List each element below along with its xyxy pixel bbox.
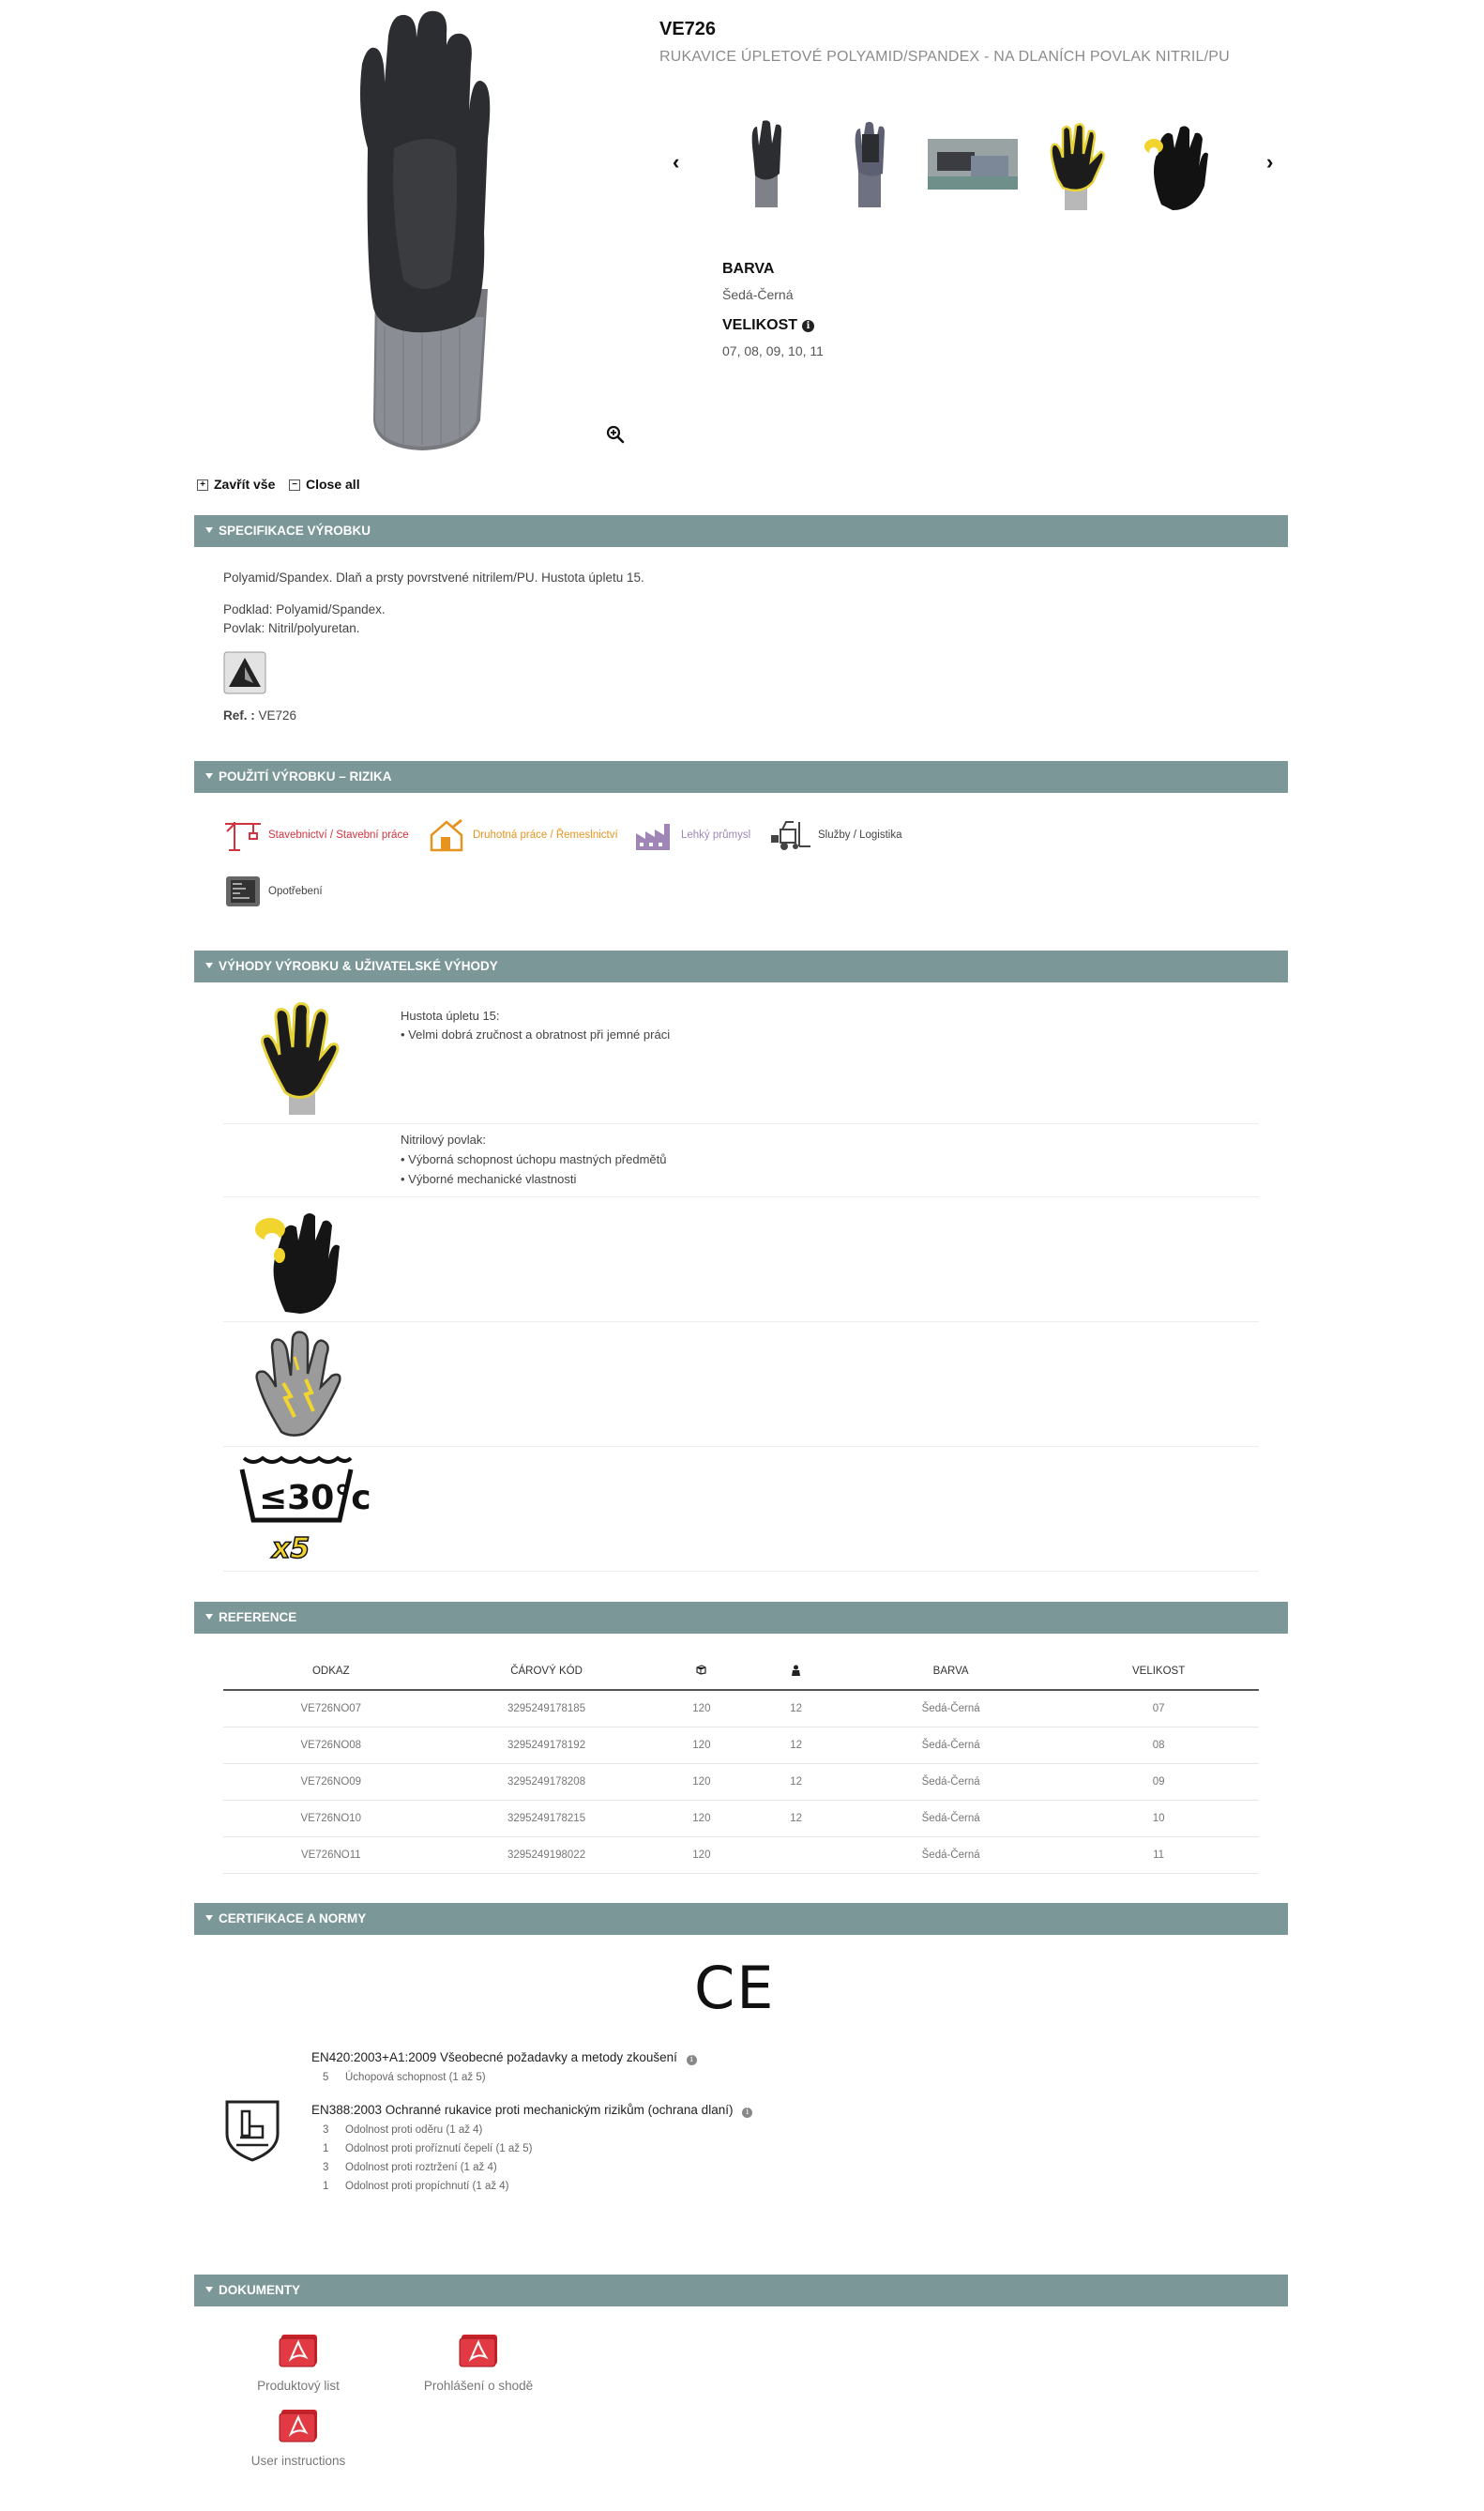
thumbnail-3[interactable]: [928, 139, 1018, 190]
info-icon[interactable]: i: [742, 2108, 752, 2118]
document-user-instructions[interactable]: User instructions: [242, 2408, 355, 2468]
en388-criterion: 1 Odolnost proti propíchnutí (1 až 4): [323, 2181, 509, 2192]
col-header-box: [654, 1653, 749, 1690]
col-header-person: [749, 1653, 843, 1690]
size-label: VELIKOST: [722, 317, 798, 333]
benefit-1-title: Hustota úpletu 15:: [401, 1009, 500, 1023]
benefit-2-title: Nitrilový povlak:: [401, 1133, 487, 1147]
thumbnail-2[interactable]: [849, 117, 890, 211]
divider: [223, 1123, 1259, 1124]
usage-item-light-industry: Lehký průmysl: [634, 818, 750, 852]
en388-criterion: 3 Odolnost proti roztržení (1 až 4): [323, 2162, 497, 2173]
color-label: BARVA: [722, 261, 775, 277]
caret-down-icon: [205, 773, 213, 779]
collapse-all-toggle[interactable]: − Close all: [289, 477, 360, 492]
size-value: 07, 08, 09, 10, 11: [722, 343, 824, 358]
section-header-benefits[interactable]: VÝHODY VÝROBKU & UŽIVATELSKÉ VÝHODY: [194, 951, 1288, 982]
info-icon[interactable]: i: [687, 2055, 697, 2065]
divider: [223, 1321, 1259, 1322]
main-product-image[interactable]: [319, 8, 507, 458]
caret-down-icon: [205, 527, 213, 533]
en420-title: EN420:2003+A1:2009 Všeobecné požadavky a metody zkoušení i: [311, 2050, 697, 2065]
benefit-2-item-1: • Výborná schopnost úchopu mastných předmětů: [401, 1152, 667, 1166]
section-header-certs[interactable]: CERTIFIKACE A NORMY: [194, 1903, 1288, 1935]
spec-reference: Ref. : VE726: [223, 708, 297, 723]
chevron-left-icon[interactable]: ‹: [673, 150, 680, 174]
table-row[interactable]: VE726NO07 3295249178185 120 12 Šedá-Černá 07: [223, 1690, 1259, 1727]
delta-plus-logo-icon: [223, 651, 266, 694]
benefit-1-item: • Velmi dobrá zručnost a obratnost při jemné práci: [401, 1027, 671, 1042]
benefit-2-item-2: • Výborné mechanické vlastnosti: [401, 1172, 577, 1186]
minus-box-icon: −: [289, 479, 300, 491]
section-header-reference[interactable]: REFERENCE: [194, 1602, 1288, 1634]
color-value: Šedá-Černá: [722, 287, 794, 302]
table-row[interactable]: VE726NO09 3295249178208 120 12 Šedá-Černá 09: [223, 1764, 1259, 1801]
person-icon: [791, 1665, 801, 1676]
usage-item-crafts: Druhotná práce / Řemeslnictví: [428, 818, 618, 852]
table-header-row: [223, 1653, 1259, 1690]
box-icon: [696, 1665, 706, 1675]
product-code: VE726: [659, 19, 717, 39]
divider: [223, 1196, 1259, 1197]
en420-criterion: 5 Úchopová schopnost (1 až 5): [323, 2072, 486, 2083]
oily-grip-glove-icon: [251, 1203, 349, 1316]
pdf-icon: [458, 2333, 499, 2368]
expand-all-toggle[interactable]: + Zavřít vše: [197, 477, 275, 492]
en388-pictogram-icon: [223, 2098, 281, 2164]
section-header-spec[interactable]: SPECIFIKACE VÝROBKU: [194, 515, 1288, 547]
section-header-documents[interactable]: DOKUMENTY: [194, 2275, 1288, 2306]
caret-down-icon: [205, 1915, 213, 1921]
chevron-right-icon[interactable]: ›: [1266, 150, 1274, 174]
svg-text:x5: x5: [272, 1532, 310, 1565]
thumbnail-4[interactable]: [1044, 120, 1110, 214]
abrasion-icon: [223, 875, 263, 908]
document-declaration[interactable]: Prohlášení o shodě: [413, 2333, 544, 2393]
pdf-icon: [278, 2408, 319, 2443]
en388-criterion: 3 Odolnost proti oděru (1 až 4): [323, 2124, 483, 2136]
crane-icon: [223, 818, 263, 852]
house-icon: [428, 818, 467, 852]
mechanical-resistance-glove-icon: [250, 1327, 349, 1438]
caret-down-icon: [205, 963, 213, 968]
thumbnail-1[interactable]: [746, 117, 787, 211]
thumbnail-5[interactable]: [1143, 120, 1214, 214]
table-row[interactable]: VE726NO11 3295249198022 120 Šedá-Černá 11: [223, 1837, 1259, 1874]
col-header-barcode: ČÁROVÝ KÓD: [439, 1653, 655, 1690]
wash-symbol-icon: [238, 1453, 371, 1565]
en388-title: EN388:2003 Ochranné rukavice proti mechanickým rizikům (ochrana dlaní) i: [311, 2103, 752, 2118]
product-subtitle: RUKAVICE ÚPLETOVÉ POLYAMID/SPANDEX - NA DLANÍCH POVLAK NITRIL/PU: [659, 49, 1230, 65]
ce-mark: CE: [694, 1954, 776, 2022]
document-product-sheet[interactable]: Produktový list: [242, 2333, 355, 2393]
usage-item-logistics: Služby / Logistika: [771, 818, 902, 852]
divider: [223, 1446, 1259, 1447]
factory-icon: [634, 818, 675, 852]
col-header-code: ODKAZ: [223, 1653, 439, 1690]
col-header-size: VELIKOST: [1058, 1653, 1259, 1690]
caret-down-icon: [205, 2287, 213, 2292]
zoom-in-icon[interactable]: [606, 425, 625, 444]
pdf-icon: [278, 2333, 319, 2368]
spec-description: Polyamid/Spandex. Dlaň a prsty povrstvené nitrilem/PU. Hustota úpletu 15.: [223, 571, 644, 585]
plus-box-icon: +: [197, 479, 208, 491]
divider: [223, 1571, 1259, 1572]
knit-density-glove-icon: [255, 1002, 343, 1119]
section-header-usage[interactable]: POUŽITÍ VÝROBKU – RIZIKA: [194, 761, 1288, 793]
usage-item-wear: Opotřebení: [223, 875, 323, 908]
usage-item-construction: Stavebnictví / Stavební práce: [223, 818, 409, 852]
table-row[interactable]: VE726NO08 3295249178192 120 12 Šedá-Černá 08: [223, 1727, 1259, 1764]
forklift-icon: [771, 818, 812, 852]
spec-coating: Povlak: Nitril/polyuretan.: [223, 621, 360, 635]
en388-criterion: 1 Odolnost proti proříznutí čepelí (1 až 5): [323, 2143, 533, 2154]
caret-down-icon: [205, 1614, 213, 1620]
reference-table: [223, 1653, 1259, 1874]
info-icon[interactable]: i: [802, 320, 814, 332]
spec-base: Podklad: Polyamid/Spandex.: [223, 602, 386, 616]
col-header-color: BARVA: [843, 1653, 1058, 1690]
table-row[interactable]: VE726NO10 3295249178215 120 12 Šedá-Černá 10: [223, 1801, 1259, 1837]
svg-text:≤30°c: ≤30°c: [259, 1479, 371, 1517]
